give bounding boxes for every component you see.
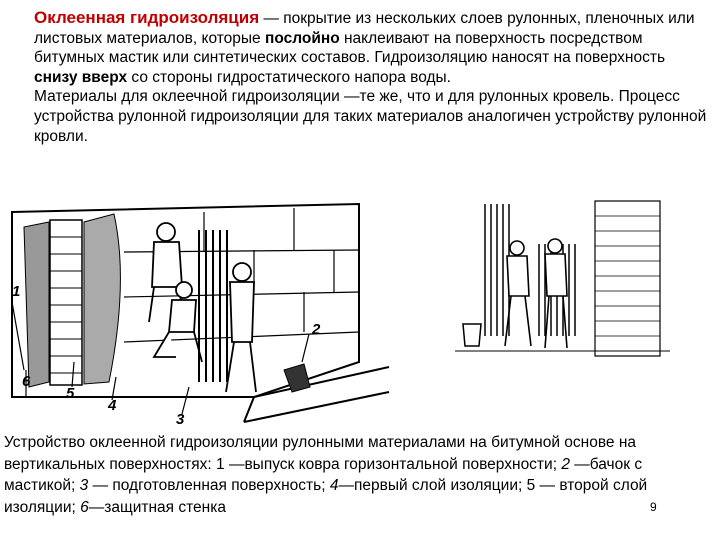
term-heading: Оклеенная гидроизоляция [34,8,260,27]
brick-wall [595,201,660,356]
insulation-layer-second [24,222,49,387]
label-4: 4 [108,397,117,414]
workers [149,223,256,392]
trench-edge [244,392,389,422]
definition-text-2: наклеивают на поверхность посредством битумных мастик или синтетических составов. Гидроизоляцию наносят на поверхность [34,29,666,67]
vertical-wall-illustration [455,196,670,366]
caption-num-4: 4 [329,477,339,494]
page-number: 9 [650,500,657,514]
definition-bold-2: снизу вверх [34,68,128,86]
roll-strips [199,230,227,382]
label-5: 5 [66,385,75,402]
caption-num-6: 6 [80,498,89,516]
caption-text-6: —защитная стенка [88,498,226,516]
label-1: 1 [12,283,21,300]
definition-text-3: со стороны гидростатического напора воды. [127,68,451,86]
insulation-layer-first [84,214,120,384]
caption-num-2: 2 [561,455,570,473]
trench-side [244,397,254,422]
label-2: 2 [312,321,321,338]
protective-brick-wall [50,220,82,385]
intro-text [34,8,710,146]
label-3: 3 [176,411,185,428]
caption-num-3: 3 [79,477,89,494]
figure-caption [4,432,704,518]
definition-paragraph [34,8,710,87]
mastic-tank [284,364,310,392]
definition-bold-1: послойно [264,29,340,47]
basement-wall-illustration [4,192,394,430]
mastic-bucket [463,324,481,346]
caption-text-3: — подготовленная поверхность; [88,477,330,494]
label-6: 6 [22,373,31,390]
materials-paragraph: Материалы для оклеечной гидроизоляции —те же, что и для рулонных кровель. Процесс устройства рулонной гидроизоляции для таких материалов аналогичен устройству рулонной кровли. [34,88,707,145]
definition-text-1: — покрытие из нескольких слоев рулонных, пленочных или листовых материалов, которые [34,10,695,47]
caption-lead: Устройство оклеенной гидроизоляции рулонными материалами на битумной основе на вертикальных поверхностях: 1 —выпуск ковра горизонтальной поверхности; [4,434,636,473]
caption-text-2: —бачок с мастикой; [4,455,643,494]
caption-text-4: —первый слой изоляции; 5 — второй слой изоляции; [4,477,648,516]
